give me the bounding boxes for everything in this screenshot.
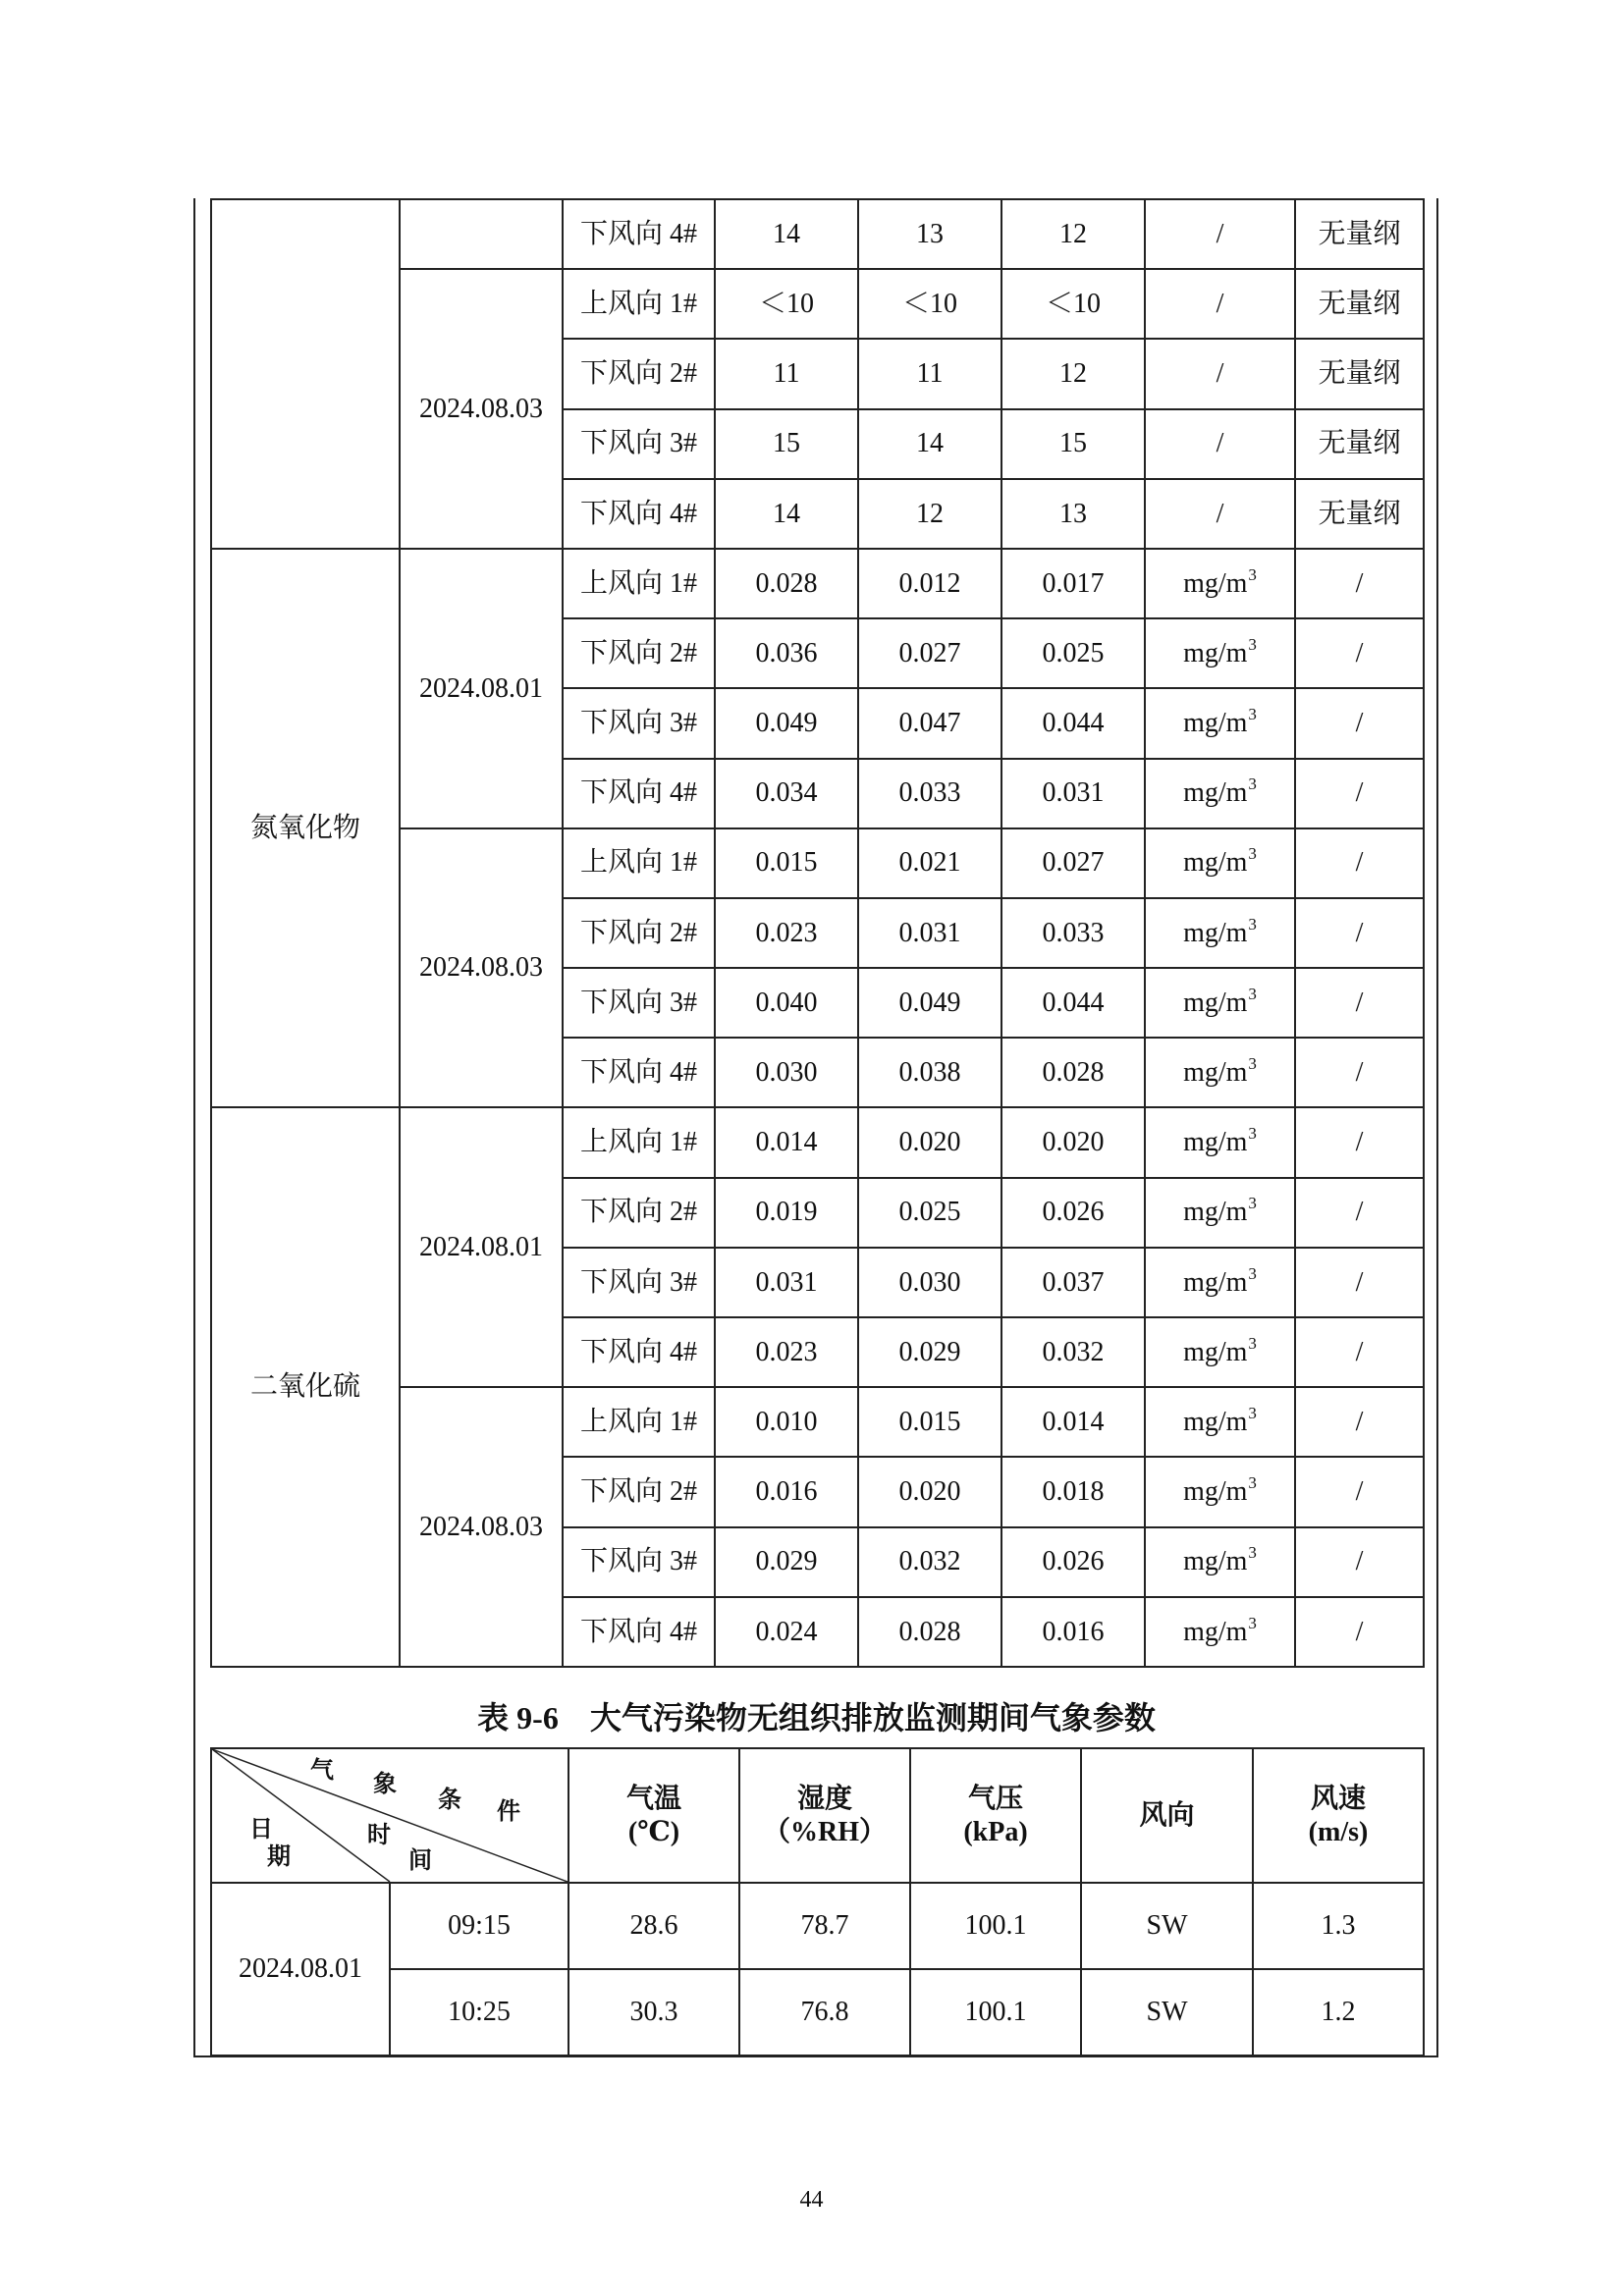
unit-cell: $mg/m^3$: [1145, 759, 1295, 828]
limit-cell: /: [1295, 1248, 1424, 1317]
table-row: [211, 1883, 1424, 1969]
unit-cell: $mg/m^3$: [1145, 1457, 1295, 1526]
value-cell: 0.024: [715, 1597, 858, 1667]
corner-label: 日: [249, 1817, 273, 1842]
unit-cell: $mg/m^3$: [1145, 898, 1295, 968]
station-cell: 下风向 2#: [563, 618, 715, 688]
date-cell: 2024.08.01: [211, 1883, 390, 2056]
unit-superscript: 3: [1248, 1403, 1257, 1422]
value-cell: ＜10: [715, 269, 858, 339]
header-wind-direction: 风向: [1081, 1748, 1253, 1883]
unit-cell: $mg/m^3$: [1145, 1597, 1295, 1667]
time-cell: 09:15: [390, 1883, 568, 1969]
value-cell: 0.021: [858, 828, 1001, 898]
value-cell: 0.027: [858, 618, 1001, 688]
limit-cell: /: [1295, 759, 1424, 828]
station-cell: 下风向 4#: [563, 199, 715, 269]
value-cell: 0.018: [1001, 1457, 1145, 1526]
value-cell: 14: [715, 199, 858, 269]
value-cell: 0.030: [715, 1038, 858, 1107]
value-cell: 0.014: [1001, 1387, 1145, 1457]
table-row: [211, 199, 1424, 269]
diagonal-header-cell: [211, 1748, 568, 1883]
value-cell: 0.036: [715, 618, 858, 688]
value-cell: 15: [715, 409, 858, 479]
limit-cell: 无量纲: [1295, 269, 1424, 339]
value-cell: 0.012: [858, 549, 1001, 618]
value-cell: 0.038: [858, 1038, 1001, 1107]
unit-cell: $mg/m^3$: [1145, 1248, 1295, 1317]
station-cell: 下风向 2#: [563, 1457, 715, 1526]
wind-speed-cell: 1.3: [1253, 1883, 1424, 1969]
limit-cell: /: [1295, 1178, 1424, 1248]
unit-superscript: 3: [1248, 1543, 1257, 1563]
value-cell: 12: [1001, 339, 1145, 408]
header-humidity: 湿度 （%RH）: [739, 1748, 910, 1883]
corner-label: 期: [267, 1844, 291, 1870]
limit-cell: /: [1295, 618, 1424, 688]
limit-cell: /: [1295, 1038, 1424, 1107]
value-cell: 0.044: [1001, 688, 1145, 758]
corner-label: 象: [373, 1772, 397, 1797]
value-cell: 11: [715, 339, 858, 408]
value-cell: 0.020: [858, 1457, 1001, 1526]
wind-direction-cell: SW: [1081, 1969, 1253, 2056]
unit-superscript: 3: [1248, 1613, 1257, 1632]
station-cell: 下风向 4#: [563, 479, 715, 549]
date-cell: 2024.08.03: [400, 1387, 563, 1667]
value-cell: 0.010: [715, 1387, 858, 1457]
station-cell: 上风向 1#: [563, 828, 715, 898]
unit-superscript: 3: [1248, 1473, 1257, 1493]
station-cell: 下风向 4#: [563, 759, 715, 828]
wind-speed-cell: 1.2: [1253, 1969, 1424, 2056]
value-cell: 0.049: [858, 968, 1001, 1038]
limit-cell: /: [1295, 1457, 1424, 1526]
value-cell: 0.016: [1001, 1597, 1145, 1667]
station-cell: 下风向 3#: [563, 688, 715, 758]
unit-cell: $mg/m^3$: [1145, 968, 1295, 1038]
value-cell: 0.029: [715, 1527, 858, 1597]
station-cell: 下风向 3#: [563, 409, 715, 479]
value-cell: 13: [858, 199, 1001, 269]
header-pressure: 气压 (kPa): [910, 1748, 1081, 1883]
unit-cell: $mg/m^3$: [1145, 828, 1295, 898]
unit-superscript: 3: [1248, 1124, 1257, 1144]
value-cell: 0.047: [858, 688, 1001, 758]
header-wind-speed: 风速 (m/s): [1253, 1748, 1424, 1883]
value-cell: 0.031: [715, 1248, 858, 1317]
unit-cell: $mg/m^3$: [1145, 618, 1295, 688]
limit-cell: /: [1295, 1387, 1424, 1457]
station-cell: 下风向 4#: [563, 1597, 715, 1667]
unit-cell: /: [1145, 479, 1295, 549]
limit-cell: /: [1295, 549, 1424, 618]
pollutant-cell: 二氧化硫: [211, 1107, 400, 1667]
value-cell: 0.015: [858, 1387, 1001, 1457]
limit-cell: 无量纲: [1295, 339, 1424, 408]
value-cell: 0.015: [715, 828, 858, 898]
value-cell: 0.028: [1001, 1038, 1145, 1107]
temperature-cell: 30.3: [568, 1969, 739, 2056]
unit-cell: /: [1145, 339, 1295, 408]
value-cell: 0.026: [1001, 1178, 1145, 1248]
value-cell: 0.023: [715, 1317, 858, 1387]
humidity-cell: 76.8: [739, 1969, 910, 2056]
corner-label: 时: [367, 1823, 391, 1848]
limit-cell: /: [1295, 1107, 1424, 1177]
value-cell: 0.044: [1001, 968, 1145, 1038]
unit-superscript: 3: [1248, 705, 1257, 724]
value-cell: 0.020: [1001, 1107, 1145, 1177]
value-cell: 0.020: [858, 1107, 1001, 1177]
unit-superscript: 3: [1248, 914, 1257, 934]
value-cell: 0.026: [1001, 1527, 1145, 1597]
unit-superscript: 3: [1248, 984, 1257, 1003]
value-cell: 0.027: [1001, 828, 1145, 898]
corner-label: 气: [310, 1758, 334, 1784]
weather-parameters-table: [210, 1747, 1425, 2056]
limit-cell: 无量纲: [1295, 479, 1424, 549]
value-cell: 0.034: [715, 759, 858, 828]
table-row: [211, 1107, 1424, 1177]
unit-cell: /: [1145, 269, 1295, 339]
corner-label: 件: [497, 1799, 520, 1825]
value-cell: 0.031: [1001, 759, 1145, 828]
limit-cell: /: [1295, 828, 1424, 898]
unit-superscript: 3: [1248, 634, 1257, 654]
value-cell: 13: [1001, 479, 1145, 549]
station-cell: 上风向 1#: [563, 1107, 715, 1177]
value-cell: 0.033: [1001, 898, 1145, 968]
unit-superscript: 3: [1248, 844, 1257, 864]
station-cell: 上风向 1#: [563, 549, 715, 618]
station-cell: 上风向 1#: [563, 269, 715, 339]
station-cell: 下风向 4#: [563, 1038, 715, 1107]
limit-cell: /: [1295, 898, 1424, 968]
time-cell: 10:25: [390, 1969, 568, 2056]
value-cell: 0.040: [715, 968, 858, 1038]
temperature-cell: 28.6: [568, 1883, 739, 1969]
limit-cell: /: [1295, 968, 1424, 1038]
value-cell: 11: [858, 339, 1001, 408]
date-cell: 2024.08.03: [400, 269, 563, 549]
unit-cell: $mg/m^3$: [1145, 688, 1295, 758]
value-cell: 0.017: [1001, 549, 1145, 618]
page-number: 44: [799, 2187, 824, 2213]
limit-cell: /: [1295, 1597, 1424, 1667]
limit-cell: /: [1295, 688, 1424, 758]
value-cell: 0.019: [715, 1178, 858, 1248]
date-cell: [400, 199, 563, 269]
value-cell: 15: [1001, 409, 1145, 479]
limit-cell: 无量纲: [1295, 199, 1424, 269]
value-cell: 0.025: [858, 1178, 1001, 1248]
unit-cell: $mg/m^3$: [1145, 1178, 1295, 1248]
header-temperature: 气温 (℃): [568, 1748, 739, 1883]
unit-cell: /: [1145, 409, 1295, 479]
unit-cell: $mg/m^3$: [1145, 1527, 1295, 1597]
pollutant-cell: 氮氧化物: [211, 549, 400, 1108]
value-cell: 0.032: [858, 1527, 1001, 1597]
unit-cell: $mg/m^3$: [1145, 549, 1295, 618]
limit-cell: /: [1295, 1527, 1424, 1597]
unit-superscript: 3: [1248, 1194, 1257, 1213]
value-cell: ＜10: [1001, 269, 1145, 339]
value-cell: 0.049: [715, 688, 858, 758]
value-cell: 12: [858, 479, 1001, 549]
value-cell: 0.031: [858, 898, 1001, 968]
unit-cell: /: [1145, 199, 1295, 269]
value-cell: 14: [715, 479, 858, 549]
pollutant-cell-odor: [211, 199, 400, 549]
unit-superscript: 3: [1248, 1333, 1257, 1353]
limit-cell: 无量纲: [1295, 409, 1424, 479]
station-cell: 下风向 2#: [563, 339, 715, 408]
date-cell: 2024.08.01: [400, 1107, 563, 1387]
monitoring-results-table: [210, 198, 1425, 1668]
value-cell: 0.016: [715, 1457, 858, 1526]
date-cell: 2024.08.01: [400, 549, 563, 828]
humidity-cell: 78.7: [739, 1883, 910, 1969]
station-cell: 上风向 1#: [563, 1387, 715, 1457]
station-cell: 下风向 3#: [563, 1248, 715, 1317]
limit-cell: /: [1295, 1317, 1424, 1387]
table-caption: 表 9-6 大气污染物无组织排放监测期间气象参数: [477, 1700, 1156, 1735]
station-cell: 下风向 2#: [563, 898, 715, 968]
pressure-cell: 100.1: [910, 1883, 1081, 1969]
value-cell: ＜10: [858, 269, 1001, 339]
value-cell: 0.028: [858, 1597, 1001, 1667]
value-cell: 0.029: [858, 1317, 1001, 1387]
value-cell: 0.023: [715, 898, 858, 968]
table-row: [211, 1969, 1424, 2056]
value-cell: 0.037: [1001, 1248, 1145, 1317]
unit-superscript: 3: [1248, 1263, 1257, 1283]
value-cell: 0.033: [858, 759, 1001, 828]
station-cell: 下风向 2#: [563, 1178, 715, 1248]
value-cell: 12: [1001, 199, 1145, 269]
unit-cell: $mg/m^3$: [1145, 1387, 1295, 1457]
value-cell: 14: [858, 409, 1001, 479]
value-cell: 0.014: [715, 1107, 858, 1177]
station-cell: 下风向 3#: [563, 1527, 715, 1597]
value-cell: 0.025: [1001, 618, 1145, 688]
station-cell: 下风向 3#: [563, 968, 715, 1038]
value-cell: 0.032: [1001, 1317, 1145, 1387]
value-cell: 0.030: [858, 1248, 1001, 1317]
unit-superscript: 3: [1248, 774, 1257, 794]
corner-label: 条: [438, 1788, 461, 1813]
unit-superscript: 3: [1248, 564, 1257, 584]
unit-superscript: 3: [1248, 1054, 1257, 1074]
table-row: [211, 549, 1424, 618]
date-cell: 2024.08.03: [400, 828, 563, 1108]
unit-cell: $mg/m^3$: [1145, 1038, 1295, 1107]
pressure-cell: 100.1: [910, 1969, 1081, 2056]
corner-label: 间: [408, 1848, 432, 1874]
value-cell: 0.028: [715, 549, 858, 618]
station-cell: 下风向 4#: [563, 1317, 715, 1387]
header-row: [211, 1748, 1424, 1883]
unit-cell: $mg/m^3$: [1145, 1317, 1295, 1387]
unit-cell: $mg/m^3$: [1145, 1107, 1295, 1177]
wind-direction-cell: SW: [1081, 1883, 1253, 1969]
